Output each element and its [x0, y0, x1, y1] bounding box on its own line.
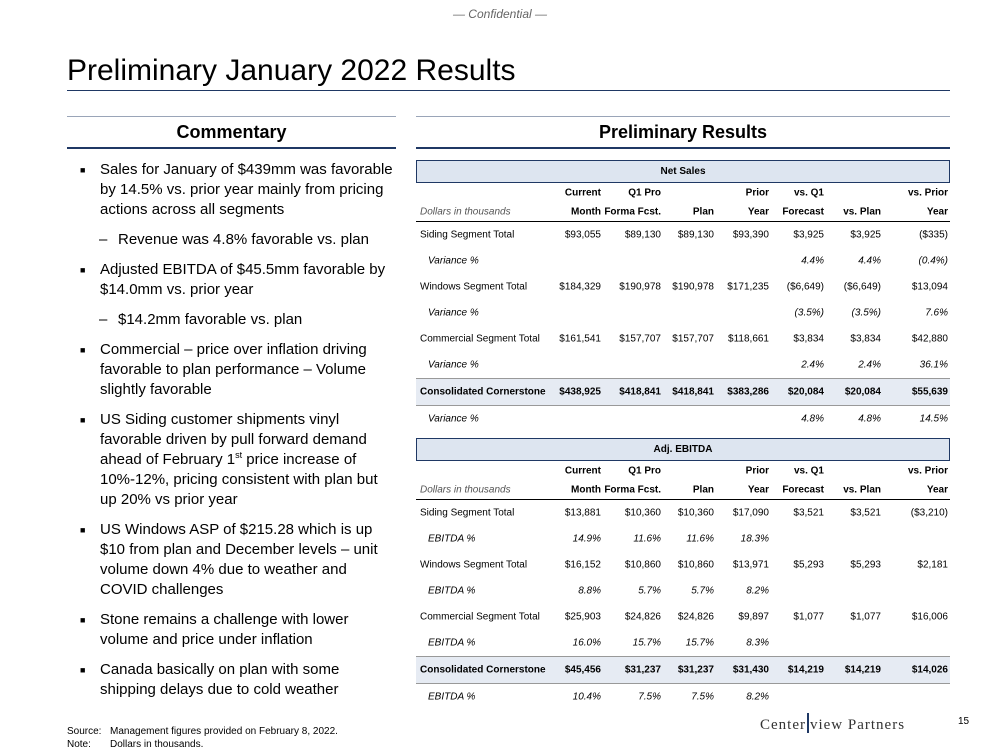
bullet-text: US Windows ASP of $215.28 which is up $10 from plan and December levels – unit volume down 4% due to weather and COVID challenges — [100, 521, 378, 598]
bullet-item — [80, 340, 396, 400]
column-header: Q1 Pro — [628, 187, 661, 198]
source-text: Management figures provided on February 8, 2022. — [110, 726, 338, 737]
results-header: Preliminary Results — [416, 116, 950, 149]
bullet-item — [80, 160, 396, 220]
row-label: EBITDA % — [428, 637, 476, 649]
table-cell: $118,661 — [728, 333, 769, 345]
table-row — [416, 248, 950, 274]
bullet-text: Adjusted EBITDA of $45.5mm favorable by $14.0mm vs. prior year — [100, 261, 386, 298]
table-cell: ($3,210) — [910, 507, 948, 519]
table-cell: $17,090 — [732, 507, 769, 519]
table-cell: $5,293 — [850, 559, 881, 571]
table-row — [416, 630, 950, 656]
column-header: Prior — [745, 465, 769, 476]
page-number: 15 — [958, 716, 970, 727]
confidential-label: — Confidential — — [452, 7, 548, 21]
page-title: Preliminary January 2022 Results — [67, 54, 516, 87]
source-note — [67, 725, 338, 751]
column-header: Plan — [692, 206, 714, 217]
table-cell: $55,639 — [911, 386, 948, 398]
table-cell: $10,360 — [677, 507, 714, 519]
column-header: Month — [571, 484, 601, 495]
table-cell: $3,834 — [793, 333, 824, 345]
column-header: Forecast — [782, 206, 824, 217]
column-header: vs. Plan — [843, 484, 881, 495]
table-cell: $16,152 — [564, 559, 601, 571]
table-cell: $418,841 — [619, 386, 661, 398]
commentary-list — [80, 160, 396, 710]
table-row — [416, 274, 950, 300]
table-row — [416, 406, 950, 432]
units-label: Dollars in thousands — [420, 484, 511, 495]
table-row — [416, 326, 950, 352]
table-cell: $14,219 — [787, 664, 824, 676]
table-cell: 4.8% — [858, 413, 881, 425]
table-cell: $157,707 — [619, 333, 661, 345]
table-cell: $3,925 — [850, 229, 881, 241]
bullet-marker: ■ — [80, 165, 86, 175]
bullet-marker: ■ — [80, 345, 86, 355]
dash-marker: – — [99, 231, 108, 248]
bullet-marker: ■ — [80, 265, 86, 275]
table-cell: 8.2% — [746, 585, 769, 597]
net-sales-table — [416, 160, 950, 432]
table-row — [416, 378, 950, 406]
note-text: Dollars in thousands. — [110, 739, 204, 750]
table-cell: 2.4% — [858, 359, 881, 371]
column-header-row — [416, 461, 950, 480]
table-cell: 7.6% — [925, 307, 948, 319]
table-row — [416, 526, 950, 552]
table-cell: 15.7% — [685, 637, 714, 649]
bullet-item — [80, 520, 396, 600]
table-cell: $25,903 — [564, 611, 601, 623]
row-label: EBITDA % — [428, 533, 476, 545]
row-label: Consolidated Cornerstone — [420, 664, 546, 676]
source-label: Source: — [67, 726, 102, 737]
column-header: vs. Plan — [843, 206, 881, 217]
bullet-item — [80, 610, 396, 650]
row-label: Siding Segment Total — [420, 507, 515, 519]
table-cell: 8.2% — [746, 691, 769, 703]
table-cell: $45,456 — [564, 664, 601, 676]
row-label: Variance % — [428, 307, 479, 319]
ebitda-title: Adj. EBITDA — [416, 438, 950, 461]
table-cell: 11.6% — [633, 533, 661, 545]
row-label: Variance % — [428, 359, 479, 371]
row-label: Variance % — [428, 413, 479, 425]
table-cell: 16.0% — [572, 637, 601, 649]
table-row — [416, 222, 950, 248]
table-cell: 8.3% — [746, 637, 769, 649]
table-cell: $157,707 — [672, 333, 714, 345]
table-cell: $418,841 — [672, 386, 714, 398]
column-header: Month — [571, 206, 601, 217]
table-cell: $161,541 — [559, 333, 601, 345]
table-cell: 4.8% — [801, 413, 824, 425]
column-header: Current — [564, 465, 601, 476]
logo-left-text: Center — [760, 717, 806, 733]
row-label: Siding Segment Total — [420, 229, 515, 241]
centerview-logo — [760, 713, 905, 734]
column-header: vs. Prior — [907, 465, 948, 476]
bullet-item — [80, 660, 396, 700]
table-cell: $31,237 — [677, 664, 714, 676]
bullet-text: Stone remains a challenge with lower volume and price under inflation — [100, 611, 349, 648]
bullet-text: US Siding customer shipments vinyl favorable driven by pull forward demand ahead of February 1 — [100, 411, 367, 468]
column-header: Q1 Pro — [628, 465, 661, 476]
table-cell: 8.8% — [578, 585, 601, 597]
table-cell: 4.4% — [858, 255, 881, 267]
table-cell: 7.5% — [638, 691, 661, 703]
table-cell: (3.5%) — [851, 307, 881, 319]
row-label: EBITDA % — [428, 585, 476, 597]
bullet-text: Revenue was 4.8% favorable vs. plan — [118, 231, 369, 248]
table-cell: $10,360 — [624, 507, 661, 519]
logo-bar — [807, 713, 809, 733]
table-cell: 4.4% — [801, 255, 824, 267]
bullet-marker: ■ — [80, 665, 86, 675]
column-header: Prior — [745, 187, 769, 198]
table-cell: $3,834 — [850, 333, 881, 345]
table-cell: $184,329 — [559, 281, 601, 293]
bullet-text: Canada basically on plan with some shipping delays due to cold weather — [100, 661, 340, 698]
table-cell: $31,237 — [624, 664, 661, 676]
row-label: Variance % — [428, 255, 479, 267]
column-header-row — [416, 183, 950, 202]
table-row — [416, 604, 950, 630]
table-cell: $3,925 — [793, 229, 824, 241]
table-cell: 11.6% — [686, 533, 714, 545]
logo-right-text: view Partners — [809, 717, 906, 733]
bullet-item — [80, 410, 396, 510]
column-header: Year — [747, 484, 769, 495]
bullet-marker: ■ — [80, 415, 86, 425]
table-cell: $14,219 — [844, 664, 881, 676]
table-cell: $438,925 — [559, 386, 601, 398]
title-rule — [67, 90, 950, 91]
table-cell: $16,006 — [911, 611, 948, 623]
table-cell: $10,860 — [624, 559, 661, 571]
table-cell: $24,826 — [677, 611, 714, 623]
table-cell: $190,978 — [619, 281, 661, 293]
table-cell: ($335) — [919, 229, 948, 241]
column-header: vs. Q1 — [793, 187, 824, 198]
table-cell: $171,235 — [727, 281, 769, 293]
table-cell: $13,094 — [911, 281, 948, 293]
table-cell: $89,130 — [624, 229, 661, 241]
row-label: Windows Segment Total — [420, 281, 528, 293]
table-cell: $93,390 — [732, 229, 769, 241]
sub-bullet — [80, 230, 396, 250]
row-label: Windows Segment Total — [420, 559, 528, 571]
table-cell: $10,860 — [677, 559, 714, 571]
table-cell: $14,026 — [911, 664, 948, 676]
column-header-row — [416, 202, 950, 222]
table-cell: $1,077 — [793, 611, 824, 623]
table-cell: $24,826 — [624, 611, 661, 623]
table-cell: $42,880 — [911, 333, 948, 345]
row-label: Commercial Segment Total — [420, 611, 540, 623]
table-row — [416, 656, 950, 684]
table-cell: $31,430 — [732, 664, 769, 676]
column-header: vs. Q1 — [793, 465, 824, 476]
table-row — [416, 500, 950, 526]
column-header: Current — [564, 187, 601, 198]
table-cell: 14.5% — [919, 413, 948, 425]
row-label: EBITDA % — [428, 691, 476, 703]
table-cell: $20,084 — [787, 386, 824, 398]
table-cell: $3,521 — [850, 507, 881, 519]
table-cell: 15.7% — [632, 637, 661, 649]
bullet-text: Commercial – price over inflation driving favorable to plan performance – Volume slightly favorable — [100, 341, 367, 398]
column-header: Year — [926, 206, 948, 217]
table-cell: $93,055 — [564, 229, 601, 241]
units-label: Dollars in thousands — [420, 206, 511, 217]
table-cell: $13,881 — [564, 507, 601, 519]
table-cell: $9,897 — [738, 611, 769, 623]
table-cell: $190,978 — [672, 281, 714, 293]
row-label: Commercial Segment Total — [420, 333, 540, 345]
table-cell: 14.9% — [572, 533, 601, 545]
table-cell: 36.1% — [919, 359, 948, 371]
table-cell: 18.3% — [740, 533, 769, 545]
row-label: Consolidated Cornerstone — [420, 386, 546, 398]
bullet-item — [80, 260, 396, 300]
column-header-row — [416, 480, 950, 500]
table-cell: $383,286 — [727, 386, 769, 398]
column-header: Plan — [692, 484, 714, 495]
bullet-marker: ■ — [80, 525, 86, 535]
table-cell: (3.5%) — [794, 307, 824, 319]
table-cell: $1,077 — [850, 611, 881, 623]
table-cell: (0.4%) — [918, 255, 948, 267]
table-cell: $89,130 — [677, 229, 714, 241]
table-cell: 7.5% — [691, 691, 714, 703]
ebitda-table — [416, 438, 950, 710]
table-row — [416, 578, 950, 604]
dash-marker: – — [99, 311, 108, 328]
table-cell: $13,971 — [732, 559, 769, 571]
column-header: Forecast — [782, 484, 824, 495]
commentary-header: Commentary — [67, 116, 396, 149]
column-header: Year — [926, 484, 948, 495]
superscript: st — [235, 450, 243, 460]
note-label: Note: — [67, 739, 91, 750]
column-header: vs. Prior — [907, 187, 948, 198]
column-header: Forma Fcst. — [604, 484, 661, 495]
table-cell: 10.4% — [572, 691, 601, 703]
table-cell: $2,181 — [917, 559, 948, 571]
table-cell: $3,521 — [793, 507, 824, 519]
table-cell: 5.7% — [638, 585, 661, 597]
table-row — [416, 352, 950, 378]
table-cell: 2.4% — [801, 359, 824, 371]
column-header: Forma Fcst. — [604, 206, 661, 217]
table-cell: 5.7% — [691, 585, 714, 597]
sub-bullet — [80, 310, 396, 330]
table-cell: $5,293 — [793, 559, 824, 571]
bullet-marker: ■ — [80, 615, 86, 625]
bullet-text: $14.2mm favorable vs. plan — [118, 311, 303, 328]
table-cell: $20,084 — [844, 386, 881, 398]
bullet-text: Sales for January of $439mm was favorable by 14.5% vs. prior year mainly from pricing actions across all segments — [100, 161, 393, 218]
column-header: Year — [747, 206, 769, 217]
table-cell: ($6,649) — [786, 281, 824, 293]
net-sales-title: Net Sales — [416, 160, 950, 183]
table-row — [416, 684, 950, 710]
bullet-text: price increase of 10%-12%, pricing consistent with plan but up 20% vs prior year — [100, 451, 378, 508]
table-row — [416, 552, 950, 578]
table-row — [416, 300, 950, 326]
table-cell: ($6,649) — [843, 281, 881, 293]
